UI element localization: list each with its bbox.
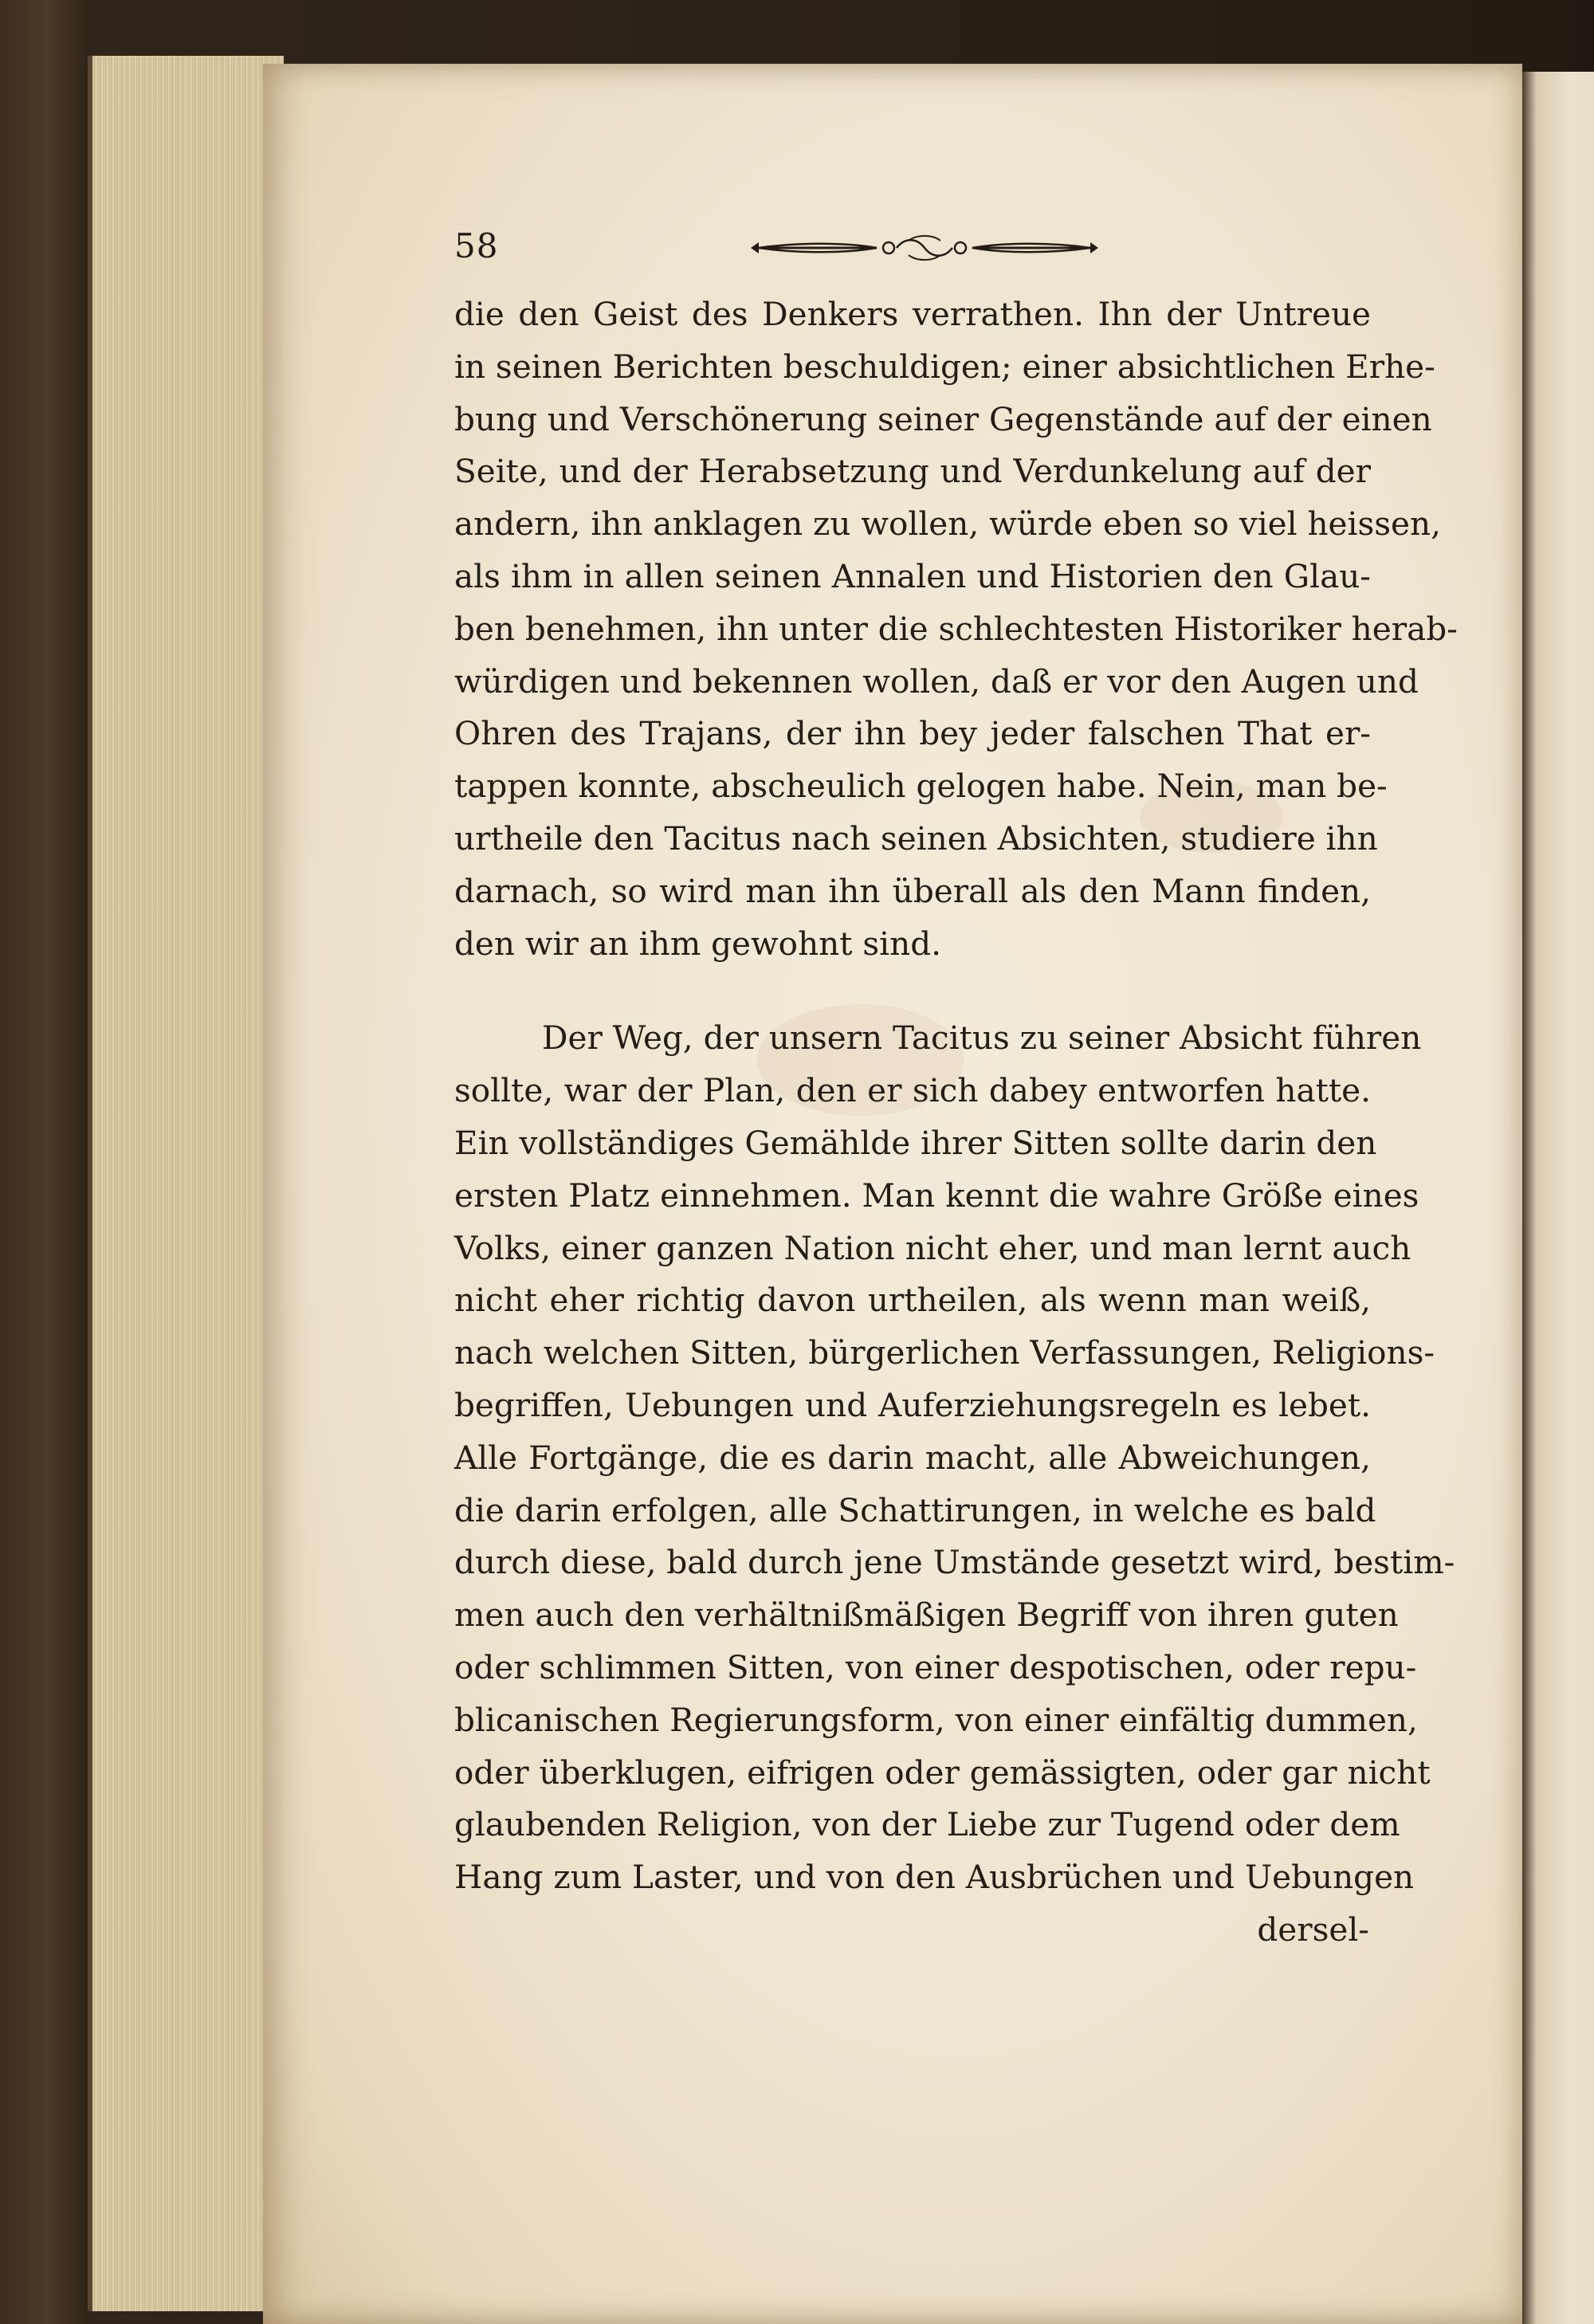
- text-line: darnach, so wird man ihn überall als den Mann finden,: [454, 871, 1371, 910]
- text-line: tappen konnte, abscheulich gelogen habe. Nein, man be-: [454, 767, 1388, 806]
- text-line: durch diese, bald durch jene Umstände gesetzt wird, bestim-: [454, 1543, 1455, 1582]
- text-line: oder überklugen, eifrigen oder gemässigten, oder gar nicht: [454, 1753, 1431, 1792]
- page-number: 58: [454, 226, 499, 265]
- text-line: begriffen, Uebungen und Auferziehungsregeln es lebet.: [454, 1385, 1371, 1424]
- text-line: ersten Platz einnehmen. Man kennt die wahre Größe eines: [454, 1176, 1419, 1215]
- text-line: glaubenden Religion, von der Liebe zur Tugend oder dem: [454, 1805, 1400, 1844]
- text-line: ben benehmen, ihn unter die schlechtesten Historiker herab-: [454, 609, 1458, 648]
- text-line: Ein vollständiges Gemählde ihrer Sitten sollte darin den: [454, 1123, 1377, 1162]
- text-line: als ihm in allen seinen Annalen und Historien den Glau-: [454, 556, 1371, 595]
- text-line: den wir an ihm gewohnt sind.: [454, 924, 942, 963]
- text-line: blicanischen Regierungsform, von einer einfältig dummen,: [454, 1700, 1418, 1739]
- text-line: Volks, einer ganzen Nation nicht eher, und man lernt auch: [454, 1228, 1411, 1267]
- text-line: men auch den verhältnißmäßigen Begriff von ihren guten: [454, 1596, 1399, 1635]
- text-line: Der Weg, der unsern Tacitus zu seiner Absicht führen: [542, 1019, 1422, 1058]
- paragraph-gap: [454, 970, 1371, 1012]
- decorative-rule-icon: [749, 234, 1100, 261]
- paragraph-2: [454, 1012, 1455, 1904]
- text-line: urtheile den Tacitus nach seinen Absichten, studiere ihn: [454, 819, 1378, 858]
- text-line: Hang zum Laster, und von den Ausbrüchen und Uebungen: [454, 1858, 1415, 1897]
- text-line: andern, ihn anklagen zu wollen, würde eben so viel heissen,: [454, 504, 1441, 544]
- catchword: dersel-: [1257, 1910, 1369, 1949]
- text-line: nicht eher richtig davon urtheilen, als wenn man weiß,: [454, 1281, 1371, 1320]
- text-line: die den Geist des Denkers verrathen. Ihn der Untreue: [454, 295, 1371, 333]
- text-line: bung und Verschönerung seiner Gegenstände auf der einen: [454, 399, 1432, 438]
- text-line: Alle Fortgänge, die es darin macht, alle Abweichungen,: [454, 1438, 1371, 1477]
- body-text: [454, 289, 1458, 1957]
- text-line: die darin erfolgen, alle Schattirungen, in welche es bald: [454, 1490, 1376, 1529]
- text-line: oder schlimmen Sitten, von einer despotischen, oder repu-: [454, 1647, 1417, 1686]
- text-line: nach welchen Sitten, bürgerlichen Verfassungen, Religions-: [454, 1333, 1435, 1372]
- text-line: würdigen und bekennen wollen, daß er vor den Augen und: [454, 661, 1419, 701]
- facing-page-edge: [1522, 72, 1594, 2324]
- page-header: [454, 223, 1371, 271]
- text-line: sollte, war der Plan, den er sich dabey entworfen hatte.: [454, 1071, 1371, 1110]
- book-page-edges: [88, 56, 284, 2311]
- paragraph-1: [454, 289, 1458, 970]
- text-line: Ohren des Trajans, der ihn bey jeder falschen That er-: [454, 714, 1371, 753]
- text-line: in seinen Berichten beschuldigen; einer absichtlichen Erhe-: [454, 347, 1435, 386]
- text-line: Seite, und der Herabsetzung und Verdunkelung auf der: [454, 452, 1371, 491]
